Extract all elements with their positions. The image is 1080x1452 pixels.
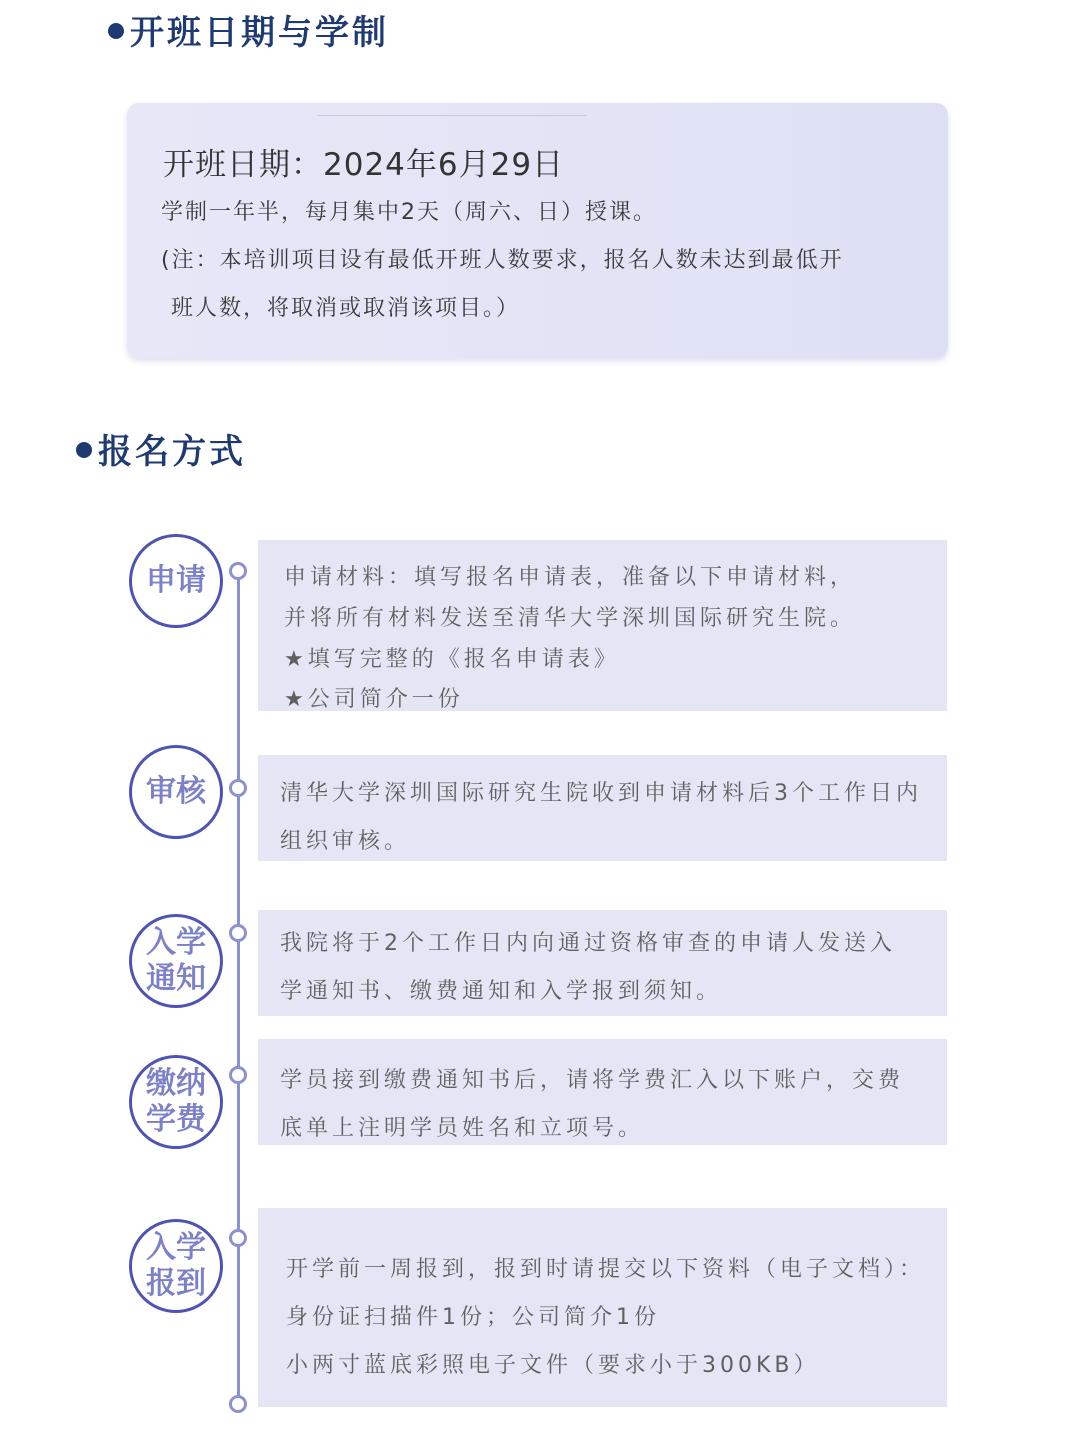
timeline-node-end [229, 1395, 247, 1413]
step-badge-pay-tuition [129, 1055, 223, 1149]
step-badge-enrollment [129, 1219, 223, 1313]
step-text-line: 开学前一周报到，报到时请提交以下资料（电子文档）： [286, 1257, 926, 1282]
bullet-dot-icon [108, 23, 124, 39]
step-text-line: 清华大学深圳国际研究生院收到申请材料后3个工作日内 [280, 781, 922, 806]
step-badge-label: 申请 [146, 563, 206, 598]
timeline-node [229, 562, 247, 580]
step-text-line: 底单上注明学员姓名和立项号。 [280, 1116, 645, 1141]
bullet-dot-icon [76, 442, 92, 458]
timeline-node [229, 779, 247, 797]
step-badge-label: 审核 [146, 774, 206, 809]
step-text-line: 小两寸蓝底彩照电子文件（要求小于300KB） [286, 1353, 820, 1378]
step-badge-label: 入学 通知 [146, 925, 206, 996]
timeline-node [229, 1066, 247, 1084]
step-badge-label: 缴纳 学费 [146, 1066, 206, 1137]
timeline-line [237, 572, 240, 1400]
step-badge-apply [129, 534, 223, 628]
section-title-schedule-text: 开班日期与学制 [130, 13, 389, 53]
step-text-line: 并将所有材料发送至清华大学深圳国际研究生院。 [284, 606, 857, 631]
step-text-line: 学通知书、缴费通知和入学报到须知。 [280, 979, 723, 1004]
step-text-line: 学员接到缴费通知书后，请将学费汇入以下账户，交费 [280, 1068, 905, 1093]
step-box-admission-notice [258, 910, 947, 1016]
start-date: 开班日期：2024年6月29日 [163, 147, 565, 183]
section-title-registration-text: 报名方式 [98, 432, 246, 472]
duration-text: 学制一年半，每月集中2天（周六、日）授课。 [161, 200, 657, 225]
note-text-line-2: 班人数，将取消或取消该项目。） [171, 296, 521, 321]
step-text-line: 我院将于2个工作日内向通过资格审查的申请人发送入 [280, 931, 896, 956]
step-badge-label: 入学 报到 [146, 1230, 206, 1301]
step-badge-review [129, 745, 223, 839]
step-text-line: 身份证扫描件1份；公司简介1份 [286, 1305, 660, 1330]
section-title-registration [76, 432, 246, 472]
step-text-line: 组织审核。 [280, 829, 411, 854]
step-box-pay-tuition [258, 1039, 947, 1145]
step-text-line: ★公司简介一份 [284, 687, 464, 712]
step-badge-admission-notice [129, 914, 223, 1008]
step-box-apply [258, 540, 947, 711]
note-text-line-1: (注：本培训项目设有最低开班人数要求，报名人数未达到最低开 [161, 248, 844, 273]
step-box-enrollment [258, 1208, 947, 1407]
step-text-line: 申请材料：填写报名申请表，准备以下申请材料， [284, 565, 857, 590]
step-box-review [258, 755, 947, 861]
timeline-node [229, 1229, 247, 1247]
card-divider [317, 115, 587, 116]
section-title-schedule [108, 13, 389, 53]
step-text-line: ★填写完整的《报名申请表》 [284, 647, 620, 672]
timeline-node [229, 924, 247, 942]
schedule-info-card [127, 103, 948, 358]
